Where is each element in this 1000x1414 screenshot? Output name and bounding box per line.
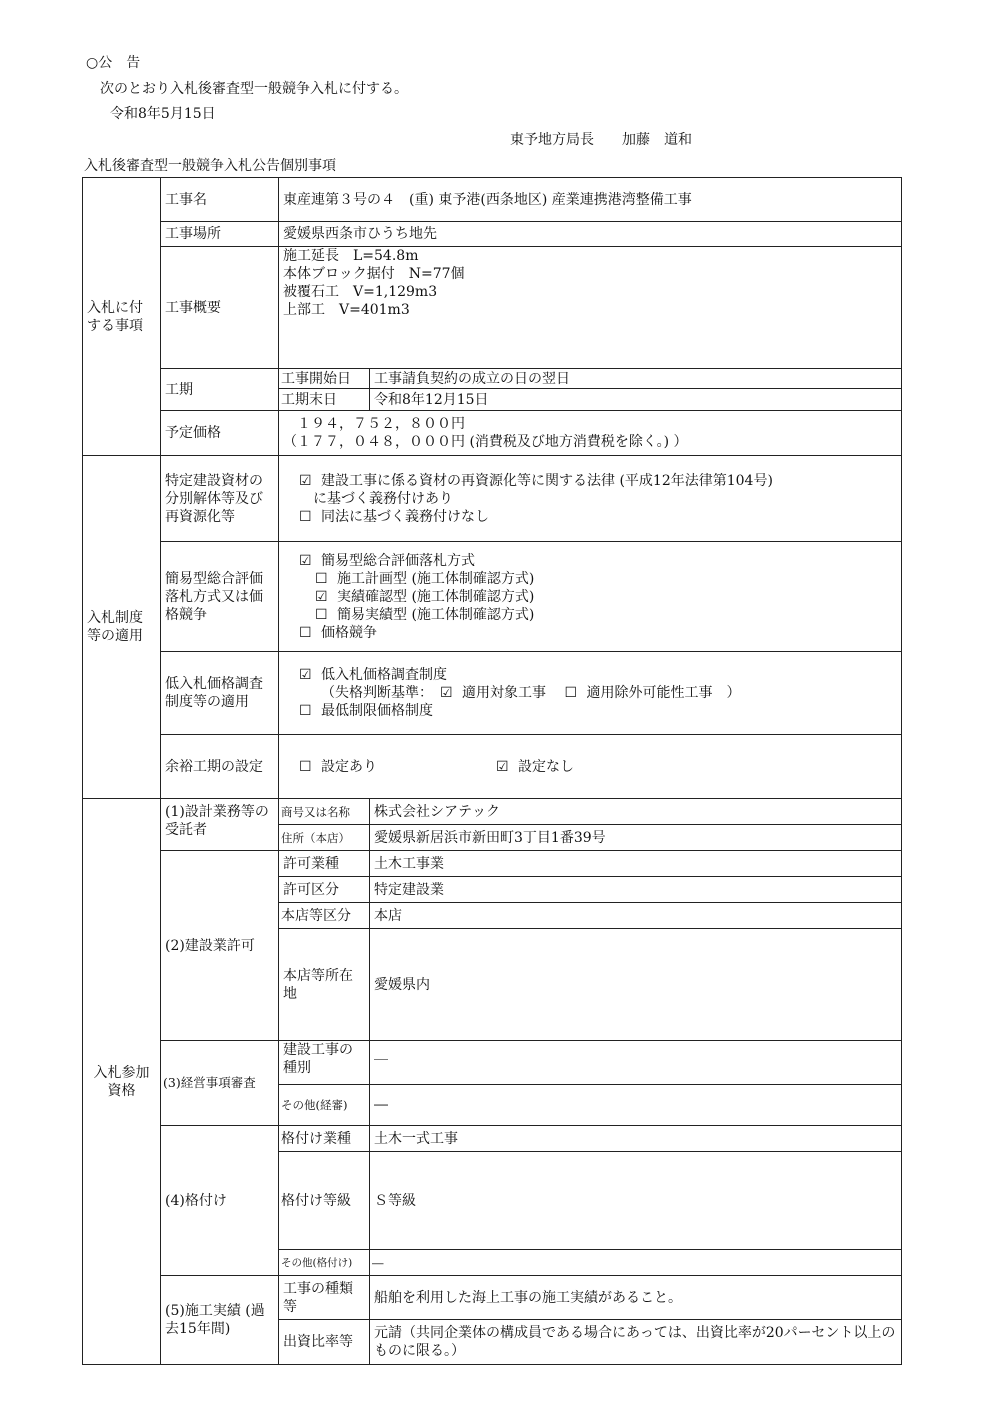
value-office-location: 愛媛県内 <box>370 929 902 1041</box>
method-price: 価格競争 <box>321 624 377 641</box>
notice-table <box>82 177 902 1365</box>
signer: 東予地方局長 加藤 道和 <box>510 132 692 148</box>
margin-yes: 設定あり <box>321 758 377 775</box>
label-planned-price: 予定価格 <box>161 411 279 456</box>
low-criteria-b: 適用除外可能性工事 ） <box>586 685 741 701</box>
label-business-audit: (3)経営事項審査 <box>161 1041 279 1126</box>
label-recycle: 特定建設資材の分別解体等及び再資源化等 <box>161 456 279 542</box>
notice-date: 令和8年5月15日 <box>110 106 216 122</box>
margin-no: 設定なし <box>518 758 574 775</box>
value-audit-other: ― <box>370 1085 902 1126</box>
value-record-type: 船舶を利用した海上工事の施工実績があること。 <box>370 1276 902 1320</box>
label-start-date: 工事開始日 <box>279 369 370 389</box>
outline-line: 施工延長 L=54.8m <box>283 248 419 264</box>
value-evaluation-method <box>279 542 902 652</box>
value-end-date: 令和8年12月15日 <box>370 389 902 411</box>
checkbox-unchecked-icon: ☐ <box>299 508 312 525</box>
checkbox-unchecked-icon: ☐ <box>299 624 312 641</box>
label-design-contractor: (1)設計業務等の受託者 <box>161 799 279 851</box>
outline-line: 本体ブロック据付 N=77個 <box>283 266 465 282</box>
label-record-type: 工事の種類等 <box>279 1276 370 1320</box>
low-criteria-a: 適用対象工事 <box>462 685 546 701</box>
value-design-name: 株式会社シアテック <box>370 799 902 825</box>
label-rating: (4)格付け <box>161 1126 279 1276</box>
value-start-date: 工事請負契約の成立の日の翌日 <box>370 369 902 389</box>
method-sub-2: 実績確認型 (施工体制確認方式) <box>337 588 535 605</box>
label-work-place: 工事場所 <box>161 222 279 247</box>
value-office-class: 本店 <box>370 903 902 929</box>
checkbox-checked-icon: ☑ <box>496 758 509 775</box>
kokoku-heading: ○公 告 <box>86 55 141 71</box>
value-permit-class: 特定建設業 <box>370 877 902 903</box>
value-permit-type: 土木工事業 <box>370 851 902 877</box>
label-work-name: 工事名 <box>161 178 279 222</box>
checkbox-unchecked-icon: ☐ <box>315 606 328 623</box>
recycle-option-2: 同法に基づく義務付けなし <box>321 508 489 525</box>
low-option-2: 最低制限価格制度 <box>321 703 433 719</box>
value-work-place: 愛媛県西条市ひうち地先 <box>279 222 902 247</box>
low-criteria-prefix: （失格判断基準： <box>321 685 426 701</box>
label-low-price: 低入札価格調査制度等の適用 <box>161 652 279 735</box>
checkbox-checked-icon: ☑ <box>299 552 312 569</box>
value-rank-other: ― <box>370 1250 902 1276</box>
method-sub-3: 簡易実績型 (施工体制確認方式) <box>337 606 535 623</box>
label-office-location: 本店等所在地 <box>279 929 370 1041</box>
value-margin-period <box>279 735 902 799</box>
checkbox-checked-icon: ☑ <box>299 667 312 683</box>
value-low-price <box>279 652 902 735</box>
outline-line: 被覆石工 V=1,129m3 <box>283 284 438 300</box>
value-work-name: 東産連第３号の４ (重) 東予港(西条地区) 産業連携港湾整備工事 <box>279 178 902 222</box>
low-option-1: 低入札価格調査制度 <box>321 667 447 683</box>
outline-line: 上部工 V=401m3 <box>283 302 410 318</box>
label-design-name: 商号又は名称 <box>279 799 370 825</box>
recycle-option-1a: 建設工事に係る資材の再資源化等に関する法律 (平成12年法律第104号) <box>321 472 773 489</box>
label-construction-record: (5)施工実績 (過去15年間) <box>161 1276 279 1365</box>
label-work-outline: 工事概要 <box>161 247 279 369</box>
checkbox-unchecked-icon: ☐ <box>299 758 312 775</box>
label-evaluation-method: 簡易型総合評価落札方式又は価格競争 <box>161 542 279 652</box>
value-design-address: 愛媛県新居浜市新田町3丁目1番39号 <box>370 825 902 851</box>
label-investment-ratio: 出資比率等 <box>279 1320 370 1365</box>
label-audit-other: その他(経審) <box>279 1085 370 1126</box>
price-excl-tax: （１７７，０４８，０００円 (消費税及び地方消費税を除く。) ） <box>283 434 688 450</box>
checkbox-unchecked-icon: ☐ <box>299 703 312 719</box>
checkbox-checked-icon: ☑ <box>440 685 453 701</box>
category-qualification: 入札参加資格 <box>83 799 161 1365</box>
recycle-option-1b: に基づく義務付けあり <box>313 490 453 507</box>
category-system: 入札制度等の適用 <box>83 456 161 799</box>
label-audit-type: 建設工事の種別 <box>279 1041 370 1085</box>
checkbox-unchecked-icon: ☐ <box>315 570 328 587</box>
checkbox-unchecked-icon: ☐ <box>564 685 578 701</box>
table-title: 入札後審査型一般競争入札公告個別事項 <box>84 158 336 174</box>
label-office-class: 本店等区分 <box>279 903 370 929</box>
checkbox-checked-icon: ☑ <box>315 588 328 605</box>
value-audit-type: ＿ <box>370 1041 902 1085</box>
label-permit-class: 許可区分 <box>279 877 370 903</box>
label-end-date: 工期末日 <box>279 389 370 411</box>
price-incl-tax: １９４，７５２，８００円 <box>297 416 465 432</box>
label-construction-permit: (2)建設業許可 <box>161 851 279 1041</box>
method-sub-1: 施工計画型 (施工体制確認方式) <box>337 570 535 587</box>
method-main: 簡易型総合評価落札方式 <box>321 552 475 569</box>
value-rank-type: 土木一式工事 <box>370 1126 902 1152</box>
label-rank-grade: 格付け等級 <box>279 1152 370 1250</box>
intro-text: 次のとおり入札後審査型一般競争入札に付する。 <box>100 81 408 97</box>
value-work-outline <box>279 247 902 369</box>
category-bidding: 入札に付する事項 <box>83 178 161 456</box>
label-margin-period: 余裕工期の設定 <box>161 735 279 799</box>
checkbox-checked-icon: ☑ <box>299 472 312 489</box>
value-rank-grade: Ｓ等級 <box>370 1152 902 1250</box>
value-investment-ratio: 元請（共同企業体の構成員である場合にあっては、出資比率が20パーセント以上のものに限る。） <box>370 1320 902 1365</box>
label-period: 工期 <box>161 369 279 411</box>
label-rank-type: 格付け業種 <box>279 1126 370 1152</box>
value-planned-price <box>279 411 902 456</box>
value-recycle <box>279 456 902 542</box>
label-rank-other: その他(格付け) <box>279 1250 370 1276</box>
label-permit-type: 許可業種 <box>279 851 370 877</box>
label-design-address: 住所（本店） <box>279 825 370 851</box>
